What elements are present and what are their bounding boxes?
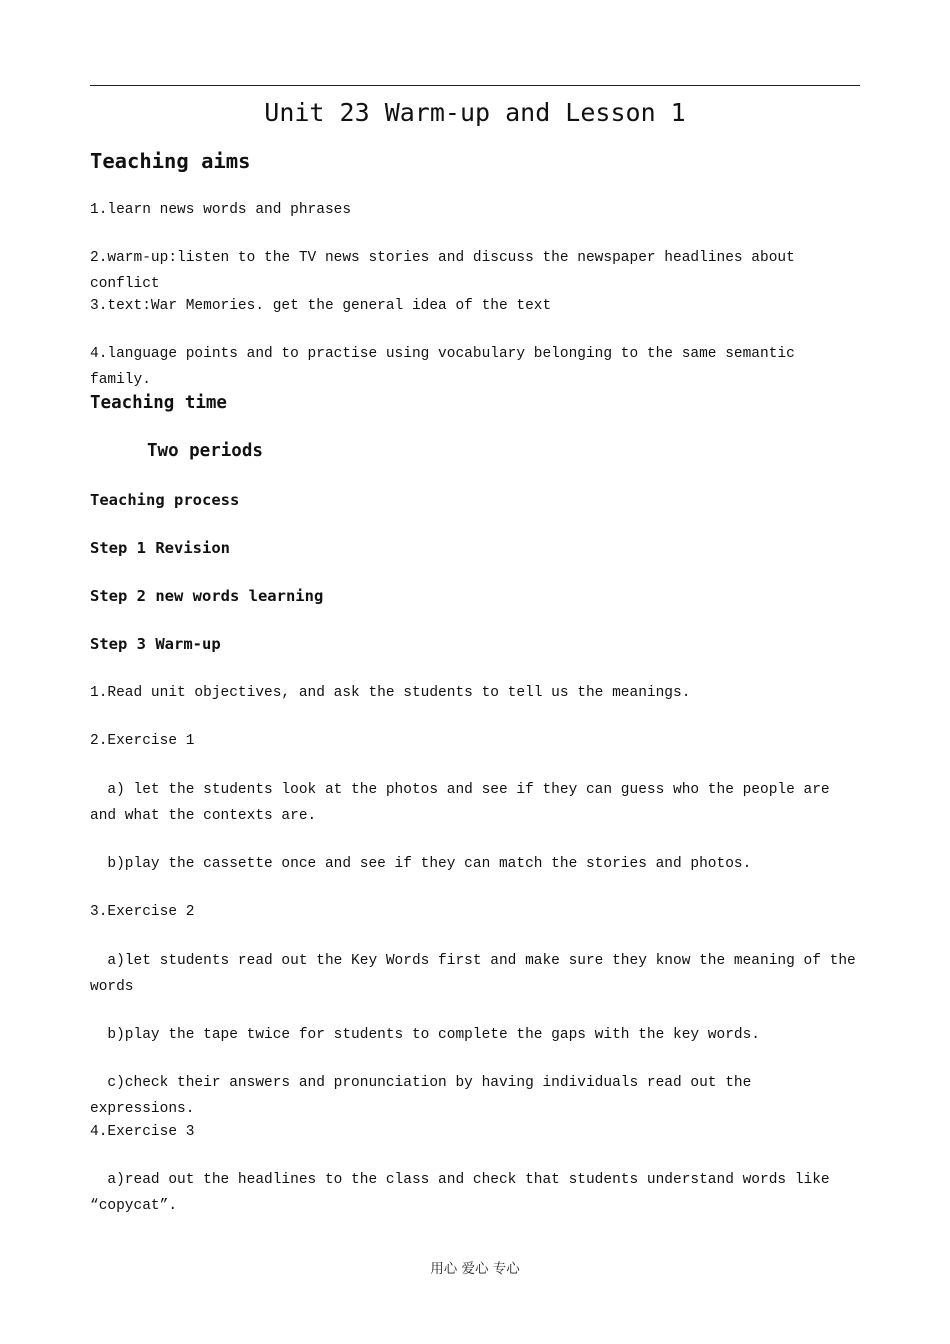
process-line-10: a)read out the headlines to the class and check that students understand words like “copycat”. [90, 1172, 839, 1214]
process-line-4: b)play the cassette once and see if they can match the stories and photos. [90, 856, 752, 872]
process-line-8: c)check their answers and pronunciation by having individuals read out the expressions. [90, 1075, 761, 1117]
process-line-7: b)play the tape twice for students to complete the gaps with the key words. [90, 1027, 761, 1043]
teaching-process-heading: Teaching process [90, 491, 240, 509]
aim-item-1: 1.learn news words and phrases [90, 202, 352, 218]
process-line-1: 1.Read unit objectives, and ask the students to tell us the meanings. [90, 685, 691, 701]
header-rule [90, 85, 860, 86]
step-heading-1: Step 1 Revision [90, 539, 230, 557]
process-line-9: 4.Exercise 3 [90, 1124, 195, 1140]
document-title: Unit 23 Warm-up and Lesson 1 [264, 98, 686, 127]
step-heading-2: Step 2 new words learning [90, 587, 324, 605]
page-footer: 用心 爱心 专心 [430, 1261, 520, 1277]
teaching-time-value: Two periods [147, 441, 263, 461]
process-line-5: 3.Exercise 2 [90, 904, 195, 920]
process-line-6: a)let students read out the Key Words first and make sure they know the meaning of the words [90, 953, 865, 995]
step-heading-3: Step 3 Warm-up [90, 635, 221, 653]
process-line-2: 2.Exercise 1 [90, 733, 195, 749]
teaching-aims-heading: Teaching aims [90, 149, 251, 173]
aim-item-4: 4.language points and to practise using vocabulary belonging to the same semantic family. [90, 346, 804, 388]
teaching-time-heading: Teaching time [90, 393, 227, 413]
process-line-3: a) let the students look at the photos and see if they can guess who the people are and what the contexts are. [90, 782, 839, 824]
aim-item-2: 2.warm-up:listen to the TV news stories and discuss the newspaper headlines about conflict [90, 250, 804, 292]
aim-item-3: 3.text:War Memories. get the general idea of the text [90, 298, 552, 314]
